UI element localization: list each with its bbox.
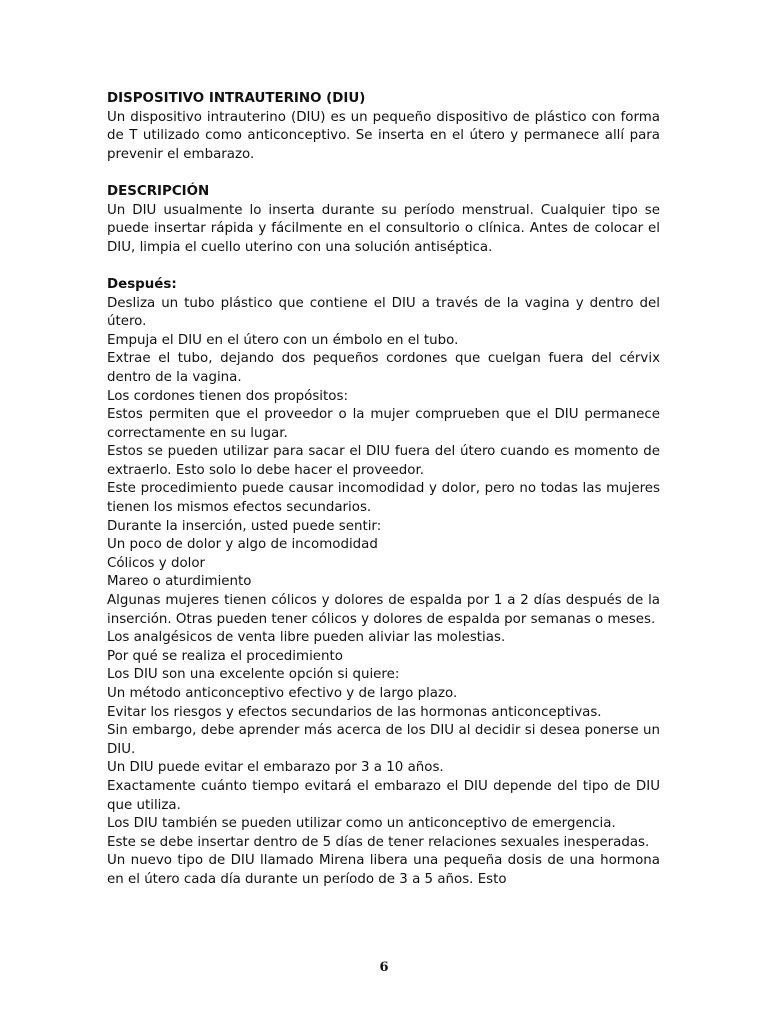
paragraph: Cólicos y dolor xyxy=(107,555,206,571)
paragraph: Sin embargo, debe aprender más acerca de los DIU al decidir si desea ponerse un DIU. xyxy=(107,723,660,757)
paragraph: Los analgésicos de venta libre pueden aliviar las molestias. xyxy=(107,630,506,646)
paragraph: Por qué se realiza el procedimiento xyxy=(107,648,343,664)
paragraph: Los DIU son una excelente opción si quiere: xyxy=(107,667,400,683)
paragraph: Un nuevo tipo de DIU llamado Mirena libera una pequeña dosis de una hormona en el útero cada día durante un período de 3 a 5 años. Esto xyxy=(107,853,660,887)
paragraph: Un DIU usualmente lo inserta durante su período menstrual. Cualquier tipo se puede insertar rápida y fácilmente en el consultorio o clínica. Antes de colocar el DIU, limpia el cuello uterino con una solución antiséptica. xyxy=(107,202,660,255)
paragraph: Empuja el DIU en el útero con un émbolo en el tubo. xyxy=(107,332,459,348)
section-heading: Después: xyxy=(107,276,177,292)
paragraph: Estos se pueden utilizar para sacar el DIU fuera del útero cuando es momento de extraerlo. Esto solo lo debe hacer el proveedor. xyxy=(107,444,660,478)
paragraph: Un método anticonceptivo efectivo y de largo plazo. xyxy=(107,686,458,701)
paragraph: Algunas mujeres tienen cólicos y dolores de espalda por 1 a 2 días después de la inserción. Otras pueden tener cólicos y dolores de espalda por semanas o meses. xyxy=(107,593,660,627)
document-body xyxy=(107,90,660,890)
paragraph: Mareo o aturdimiento xyxy=(107,574,252,590)
paragraph: Estos permiten que el proveedor o la mujer comprueben que el DIU permanece correctamente en su lugar. xyxy=(107,407,660,441)
section-despues xyxy=(107,276,660,890)
paragraph: Extrae el tubo, dejando dos pequeños cordones que cuelgan fuera del cérvix dentro de la vagina. xyxy=(107,351,660,385)
paragraph: Durante la inserción, usted puede sentir: xyxy=(107,518,382,534)
paragraph: Este se debe insertar dentro de 5 días de tener relaciones sexuales inesperadas. xyxy=(107,834,650,850)
section-descripcion xyxy=(107,183,660,257)
paragraph: Un poco de dolor y algo de incomodidad xyxy=(107,537,378,553)
paragraph: Evitar los riesgos y efectos secundarios de las hormonas anticonceptivas. xyxy=(107,704,602,720)
paragraph: Los DIU también se pueden utilizar como un anticonceptivo de emergencia. xyxy=(107,816,616,832)
paragraph: Un DIU puede evitar el embarazo por 3 a 10 años. xyxy=(107,760,444,776)
section-heading: DISPOSITIVO INTRAUTERINO (DIU) xyxy=(107,91,366,106)
paragraph: Desliza un tubo plástico que contiene el DIU a través de la vagina y dentro del útero. xyxy=(107,295,660,330)
section-diu xyxy=(107,90,660,164)
paragraph: Los cordones tienen dos propósitos: xyxy=(107,388,348,404)
paragraph: Exactamente cuánto tiempo evitará el embarazo el DIU depende del tipo de DIU que utiliza. xyxy=(107,778,660,813)
page-number: 6 xyxy=(379,960,389,975)
paragraph: Un dispositivo intrauterino (DIU) es un pequeño dispositivo de plástico con forma de T utilizado como anticonceptivo. Se inserta en el útero y permanece allí para prevenir el embarazo. xyxy=(107,109,660,162)
paragraph: Este procedimiento puede causar incomodidad y dolor, pero no todas las mujeres tienen los mismos efectos secundarios. xyxy=(107,481,660,516)
section-heading: DESCRIPCIÓN xyxy=(107,183,210,199)
